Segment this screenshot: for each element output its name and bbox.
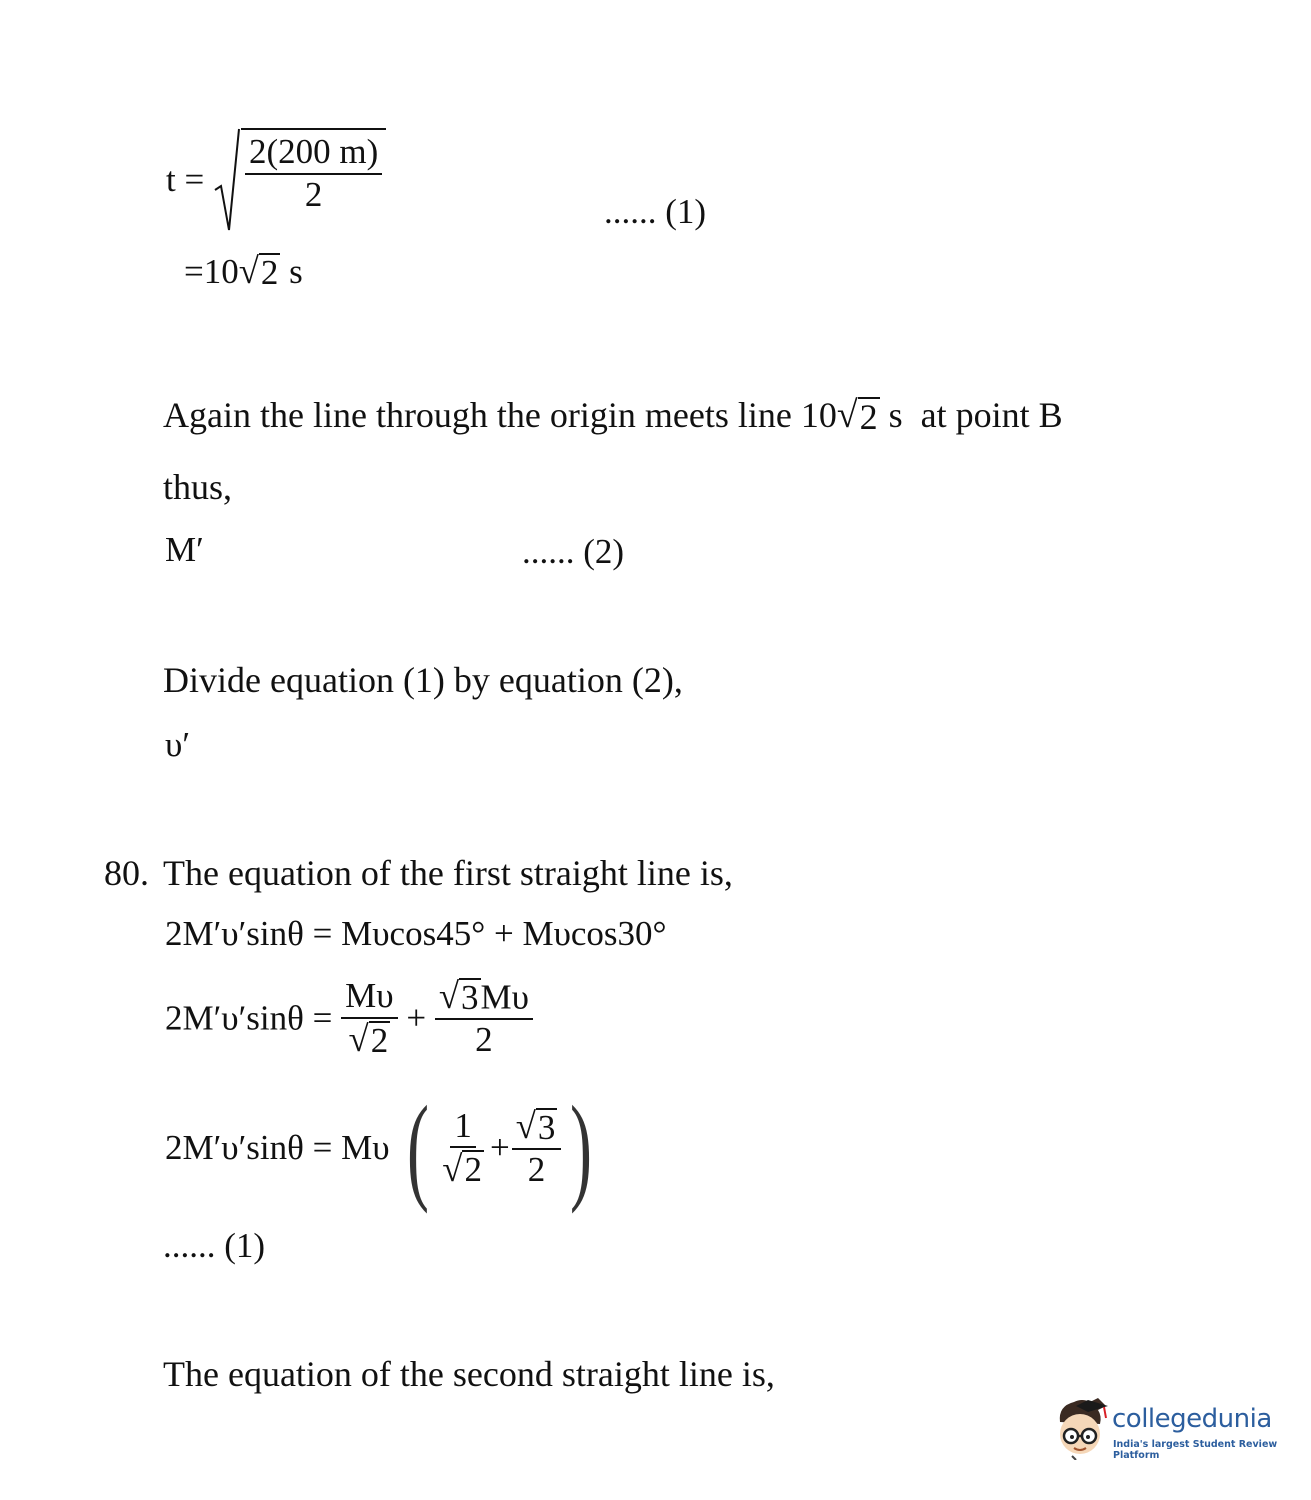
radical-sign-icon <box>213 128 241 232</box>
q80-eq2-frac1: Mυ √ 2 <box>341 978 397 1059</box>
q80-second-intro: The equation of the second straight line is, <box>163 1354 775 1394</box>
m-prime: M′ <box>165 530 204 569</box>
para-again: Again the line through the origin meets line 10 √ 2 s at point B <box>163 394 1063 437</box>
q80-number: 80. <box>104 853 149 893</box>
eq-t-result-prefix: =10 <box>184 252 239 291</box>
radical-sign-icon: √ <box>348 1018 369 1059</box>
sqrt-2: √ 2 <box>442 1147 482 1190</box>
q80-eq2-frac2: √ 3 Mυ 2 <box>435 978 533 1059</box>
eq-t-sqrt <box>213 128 386 232</box>
q80-eq3-frac1: 1 √ 2 <box>442 1105 482 1190</box>
q80-eq1: 2M′υ′sinθ = Mυcos45° + Mυcos30° <box>165 914 667 953</box>
collegedunia-logo <box>1050 1392 1290 1472</box>
radical-sign-icon: √ <box>438 975 459 1017</box>
eq-t-lhs: t = <box>166 160 205 199</box>
sqrt-2: √ 2 <box>238 250 279 292</box>
left-paren-icon: ( <box>407 1081 430 1214</box>
q80-eq3-frac2: √ 3 2 <box>512 1108 562 1189</box>
eq-t-numerator: 2(200 m) <box>245 134 382 175</box>
eq-t <box>166 128 386 232</box>
sqrt-2: √ 2 <box>348 1018 389 1060</box>
logo-tagline: India's largest Student Review Platform <box>1113 1439 1278 1461</box>
mascot-logo-icon <box>1054 1396 1110 1460</box>
eq-t-fraction <box>245 134 382 214</box>
radical-sign-icon: √ <box>836 394 858 436</box>
eq-t-tag: ...... (1) <box>604 192 707 231</box>
m-prime-tag: ...... (2) <box>522 532 625 571</box>
eq-t-result <box>184 252 303 292</box>
right-paren-icon: ) <box>570 1081 593 1214</box>
sqrt-3: √ 3 <box>515 1104 556 1147</box>
q80-tag: ...... (1) <box>163 1226 266 1265</box>
para-thus: thus, <box>163 467 233 507</box>
upsilon-prime: υ′ <box>165 725 190 764</box>
para-divide: Divide equation (1) by equation (2), <box>163 660 683 700</box>
radical-sign-icon: √ <box>442 1147 463 1189</box>
radical-sign-icon: √ <box>238 250 259 291</box>
q80-eq3-paren: ( 1 √ 2 + √ 3 2 ) <box>407 1081 593 1214</box>
q80-intro: The equation of the first straight line is, <box>163 853 733 893</box>
sqrt-2-inline: √ 2 <box>836 394 878 437</box>
sqrt-3: √ 3 <box>438 975 479 1017</box>
logo-brand: collegedunia <box>1112 1404 1272 1434</box>
q80-eq2: 2M′υ′sinθ = Mυ √ 2 + √ 3 Mυ 2 <box>165 978 533 1059</box>
radical-sign-icon: √ <box>515 1104 536 1146</box>
eq-t-result-unit: s <box>289 252 303 291</box>
eq-t-denominator: 2 <box>304 174 323 214</box>
q80-eq3: 2M′υ′sinθ = Mυ ( 1 √ 2 + √ 3 2 ) <box>165 1088 601 1208</box>
